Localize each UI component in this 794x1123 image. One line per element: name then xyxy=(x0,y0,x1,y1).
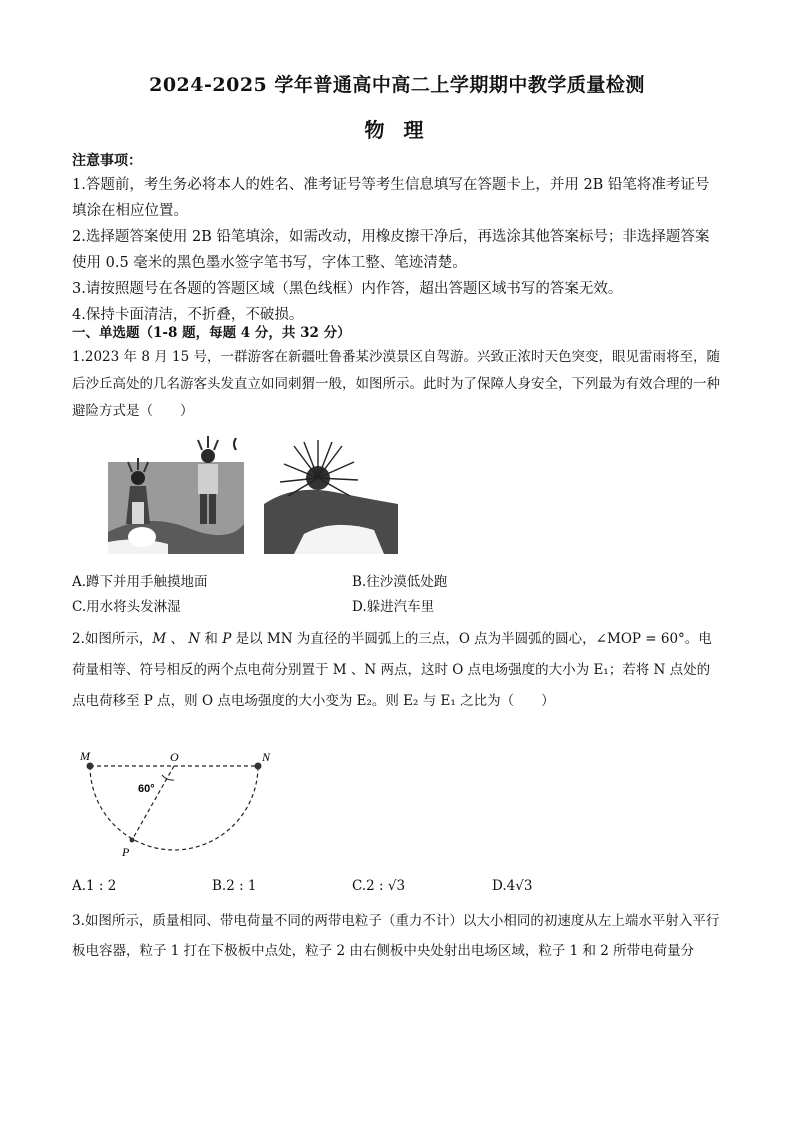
notice-item: 2.选择题答案使用 2B 铅笔填涂，如需改动，用橡皮擦干净后，再选涂其他答案标号；非选择题答案使用 0.5 毫米的黑色墨水签字笔书写，字体工整、笔迹清楚。 xyxy=(72,229,710,271)
question-3-text: 3.如图所示，质量相同、带电荷量不同的两带电粒子（重力不计）以大小相同的初速度从左上端水平射入平行板电容器，粒子 1 打在下极板中点处，粒子 2 由右侧板中央处射出电场区域，粒子 1 和 2 所带电荷量分 xyxy=(72,913,720,959)
notice-heading: 注意事项： xyxy=(72,153,142,169)
q1-option-a[interactable]: A.蹲下并用手触摸地面 xyxy=(72,574,208,590)
q1-option-c[interactable]: C.用水将头发淋湿 xyxy=(72,599,181,615)
subject-title: 物 理 xyxy=(364,118,430,142)
question-3 xyxy=(72,906,722,966)
notice-list xyxy=(72,172,722,328)
section-heading: 一、单选题（1-8 题，每题 4 分，共 32 分） xyxy=(72,325,351,341)
label-m: M xyxy=(80,749,90,763)
tourists-photo xyxy=(108,432,244,554)
question-2 xyxy=(72,624,722,717)
notice-item: 1.答题前，考生务必将本人的姓名、准考证号等考生信息填写在答题卡上，并用 2B 铅笔将准考证号填涂在相应位置。 xyxy=(72,177,710,219)
question-1 xyxy=(72,344,722,425)
notice-item: 3.请按照题号在各题的答题区域（黑色线框）内作答，超出答题区域书写的答案无效。 xyxy=(72,281,623,297)
q2-option-c[interactable]: C.2 : √3 xyxy=(352,878,406,894)
question-1-text: 1.2023 年 8 月 15 号，一群游客在新疆吐鲁番某沙漠景区自驾游。兴致正浓时天色突变，眼见雷雨将至，随后沙丘高处的几名游客头发直立如同刺猬一般，如图所示。此时为了保障人身安全，下列最为有效合理的一种避险方式是（ ） xyxy=(72,349,720,419)
q2-option-b[interactable]: B.2 : 1 xyxy=(212,878,257,894)
label-o: O xyxy=(170,750,179,764)
label-n: N xyxy=(262,750,271,764)
notice-item: 4.保持卡面清洁，不折叠，不破损。 xyxy=(72,307,304,323)
q1-option-d[interactable]: D.躲进汽车里 xyxy=(352,599,435,615)
angle-label: 60° xyxy=(138,783,155,795)
q2-option-a[interactable]: A.1 : 2 xyxy=(72,878,117,894)
exam-title: 2024-2025 学年普通高中高二上学期期中教学质量检测 xyxy=(149,74,645,96)
semicircle-diagram xyxy=(78,748,288,860)
q2-option-d[interactable]: D.4√3 xyxy=(492,878,533,894)
question-2-text: 2.如图所示，M 、 N 和 P 是以 MN 为直径的半圆弧上的三点，O 点为半圆弧的圆心，∠MOP = 60°。电荷量相等、符号相反的两个点电荷分别置于 M 、N 两点，这时 O 点电场强度的大小为 E₁；若将 N 点处的点电荷移至 P 点，则 O 点电场强度的大小变为 E₂。则 E₂ 与 E₁ 之比为（ ） xyxy=(72,631,712,709)
q1-option-b[interactable]: B.往沙漠低处跑 xyxy=(352,574,448,590)
label-p: P xyxy=(122,845,130,859)
hair-standing-photo xyxy=(264,434,398,554)
